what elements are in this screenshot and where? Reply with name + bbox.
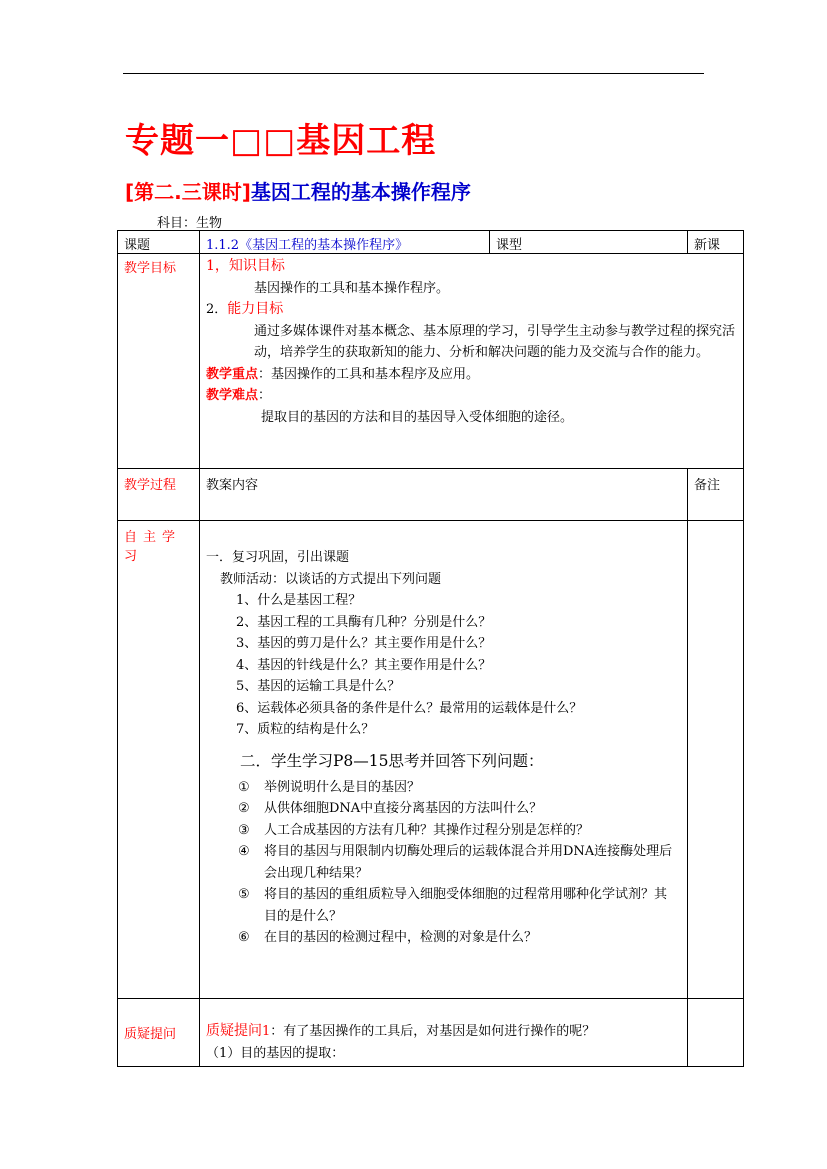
lesson-subtitle [125,176,471,205]
topic-value: 1.1.2《基因工程的基本操作程序》 [200,231,490,254]
review-question-list [206,590,681,741]
study-question-text: 将目的基因的重组质粒导入细胞受体细胞的过程常用哪种化学试剂？其目的是什么？ [264,887,668,924]
self-study-content [200,521,688,999]
review-question: 4、基因的针线是什么？其主要作用是什么？ [236,657,492,673]
inquiry-content [200,999,688,1067]
topic-label: 课题 [118,231,200,254]
ability-number: 2． [206,302,228,317]
ability-heading [206,299,737,321]
study-question [238,777,681,799]
study-question-text: 人工合成基因的方法有几种？其操作过程分别是怎样的？ [264,822,590,838]
review-question: 6、运载体必须具备的条件是什么？最常用的运载体是什么？ [236,700,583,716]
review-heading: 一．复习巩固，引出课题 [206,550,350,565]
review-question: 5、基因的运输工具是什么？ [236,679,401,694]
study-question-text: 从供体细胞DNA中直接分离基因的方法叫什么？ [264,801,543,816]
ability-text: 通过多媒体课件对基本概念、基本原理的学习，引导学生主动参与教学过程的探究活动，培养学生的获取新知的能力、分析和解决问题的能力及交流与合作的能力。 [254,323,736,360]
study-question-text: 举例说明什么是目的基因？ [264,779,421,795]
review-question: 2、基因工程的工具酶有几种？分别是什么？ [236,614,492,630]
remark-header: 备注 [688,469,744,521]
lesson-label: [第二.三课时] [125,180,251,204]
knowledge-heading: 1，知识目标 [206,258,285,274]
review-question: 1、什么是基因工程？ [236,593,362,608]
subject-line: 科目：生物 [157,216,223,231]
study-question [238,820,681,842]
inquiry-subheading: （1）目的基因的提取： [206,1045,345,1061]
lesson-type-label: 课型 [490,231,688,254]
key-point-text: ：基因操作的工具和基本程序及应用。 [258,366,480,382]
study-question-number: ④ [238,844,250,859]
difficulty-colon: ： [258,388,272,403]
process-row [118,469,744,521]
objectives-row [118,254,744,469]
inquiry-number: 1 [262,1024,271,1039]
study-question-number: ① [238,779,250,795]
lesson-plan-table [117,230,744,1067]
study-question-number: ⑤ [238,887,250,902]
study-question-number: ③ [238,822,250,838]
inquiry-remark [688,999,744,1067]
key-point [206,364,737,386]
process-label: 教学过程 [118,469,200,521]
process-content-header: 教案内容 [200,469,688,521]
topic-row [118,231,744,254]
objectives-label: 教学目标 [118,254,200,469]
study-question-list [206,777,681,949]
inquiry-label: 质疑提问 [118,999,200,1067]
study-question-text: 将目的基因与用限制内切酶处理后的运载体混合并用DNA连接酶处理后会出现几种结果？ [264,844,673,881]
study-question-text: 在目的基因的检测过程中，检测的对象是什么？ [264,930,538,945]
lesson-type-value: 新课 [688,231,744,254]
self-study-remark [688,521,744,999]
study-question [238,927,681,949]
difficulty-label: 教学难点 [206,388,259,403]
objectives-content [200,254,744,469]
lesson-title: 基因工程的基本操作程序 [250,180,471,204]
ability-title: 能力目标 [227,301,284,317]
inquiry-question [206,1021,681,1043]
knowledge-text: 基因操作的工具和基本操作程序。 [254,280,450,296]
key-point-label: 教学重点 [206,366,259,382]
study-heading: 二．学生学习P8—15思考并回答下列问题： [240,751,544,770]
study-question-number: ⑥ [238,930,250,945]
study-question [238,884,681,927]
difficulty-text: 提取目的基因的方法和目的基因导入受体细胞的途径。 [261,409,574,425]
self-study-row [118,521,744,999]
inquiry-heading: 质疑提问 [206,1023,262,1039]
study-question [238,841,681,884]
inquiry-row [118,999,744,1067]
teacher-activity: 教师活动：以谈话的方式提出下列问题 [220,571,442,587]
difficulty-heading [206,385,737,407]
study-question-number: ② [238,801,250,816]
review-question: 7、质粒的结构是什么？ [236,722,375,737]
self-study-label: 自主学习 [118,521,200,999]
page-title: 专题一□□基因工程 [125,121,437,161]
inquiry-text: ：有了基因操作的工具后，对基因是如何进行操作的呢？ [270,1024,596,1039]
header-rule [123,73,704,74]
review-question: 3、基因的剪刀是什么？其主要作用是什么？ [236,636,492,651]
study-question [238,798,681,820]
